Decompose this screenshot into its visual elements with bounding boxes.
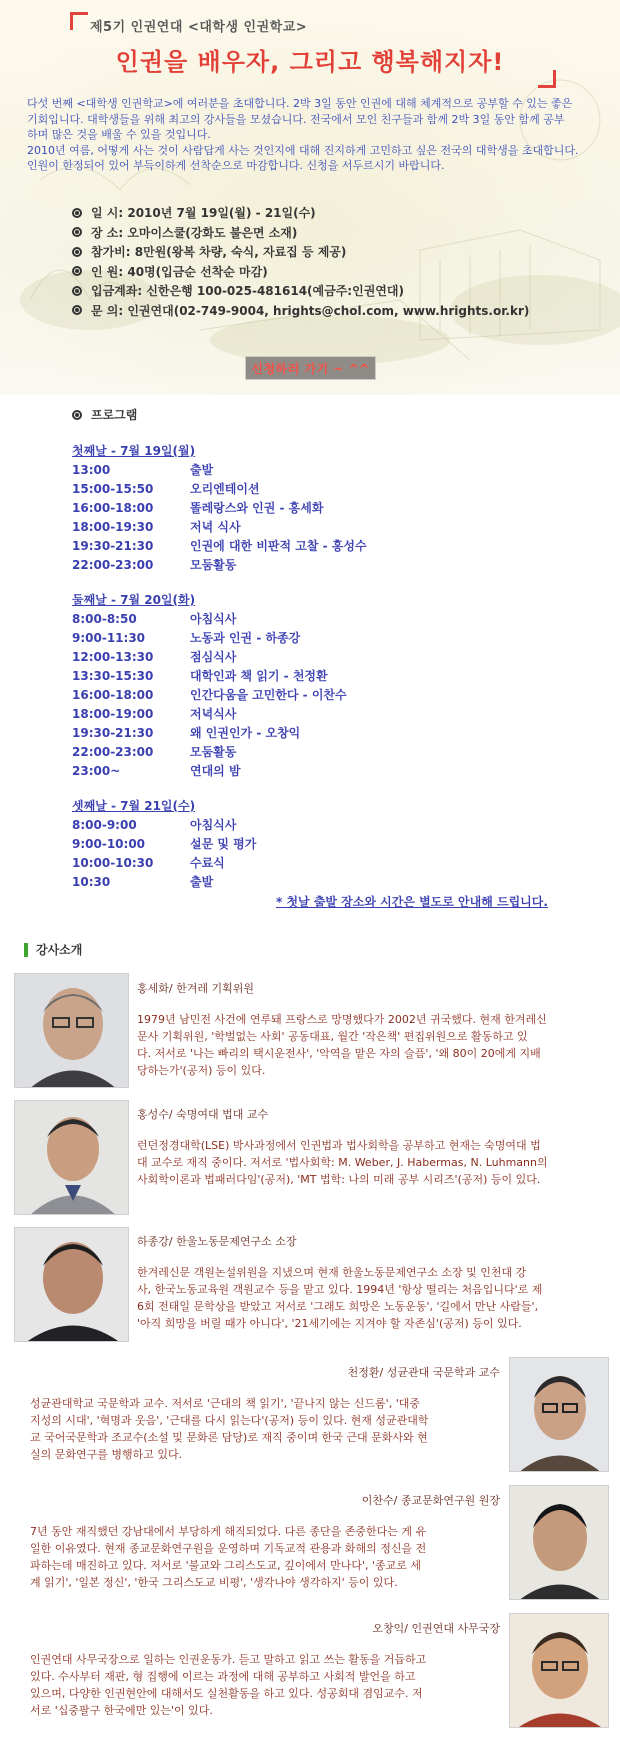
speaker-hong-seongsu (137, 1106, 597, 1188)
portrait-icon (15, 1228, 129, 1342)
info-text: 인 원: 40명(입금순 선착순 마감) (91, 264, 268, 279)
row-time: 19:30-21:30 (72, 539, 154, 553)
bio-line: 계 읽기', '일본 정신', '한국 그리스도교 비평', '생각나야 생각하지' 등이 있다. (30, 1576, 398, 1589)
intro-line: 다섯 번째 <대학생 인권학교>에 여러분을 초대합니다. 2박 3일 동안 인권에 대해 체계적으로 공부할 수 있는 좋은 (27, 97, 573, 110)
bio-line: 성균관대학교 국문학과 교수. 저서로 '근대의 책 읽기', '끝나지 않는 신드롬', '대중 (30, 1397, 420, 1410)
portrait-icon (510, 1486, 609, 1600)
schedule-row (72, 743, 572, 762)
row-time: 18:00-19:00 (72, 707, 154, 721)
day-title: 둘째날 - 7월 20일(화) (72, 593, 196, 607)
bio-line: 문사 기획위원, '학벌없는 사회' 공동대표, 월간 '작은책' 편집위원으로 활동하고 있 (137, 1030, 528, 1043)
bullet-icon (72, 410, 82, 420)
schedule-row (72, 518, 572, 537)
row-event: 점심식사 (190, 650, 237, 664)
schedule-day-3 (72, 797, 572, 892)
schedule-row (72, 648, 572, 667)
schedule-row (72, 461, 572, 480)
bio-line: 대 교수로 재직 중이다. 저서로 '법사회학: M. Weber, J. Habermas, N. Luhmann의 (137, 1156, 548, 1169)
portrait-icon (510, 1358, 609, 1472)
schedule-row (72, 667, 572, 686)
bullet-icon (72, 208, 82, 218)
speaker-photo-lee-chansu (509, 1485, 609, 1600)
program-heading (72, 406, 137, 423)
speaker-photo-hong-seongsu (14, 1100, 129, 1215)
speaker-bio (137, 1264, 597, 1332)
bullet-icon (72, 227, 82, 237)
bio-line: 사, 한국노동교육원 객원교수 등을 맡고 있다. 1994년 '항상 떨리는 처음입니다'로 제 (137, 1283, 543, 1296)
info-text: 문 의: 인권연대(02-749-9004, hrights@chol.com, www.hrights.or.kr) (91, 303, 530, 318)
speaker-photo-hong-sehwa (14, 973, 129, 1088)
schedule-row (72, 705, 572, 724)
row-event: 노동과 인권 - 하종강 (190, 631, 301, 645)
info-text: 일 시: 2010년 7월 19일(월) - 21일(수) (91, 206, 316, 221)
intro-line: 기회입니다. 대학생들을 위해 최고의 강사들을 모셨습니다. 전국에서 모인 친구들과 함께 2박 3일 동안 함께 공부 (27, 112, 565, 126)
speaker-name: 하종강/ 한울노동문제연구소 소장 (137, 1235, 297, 1248)
speaker-photo-ha-jonggang (14, 1227, 129, 1342)
schedule-row (72, 854, 572, 873)
bullet-icon (72, 266, 82, 276)
row-event: 인간다움을 고민한다 - 이찬수 (190, 688, 347, 702)
edition-title: 제5기 인권연대 <대학생 인권학교> (90, 20, 308, 35)
bullet-icon (72, 305, 82, 315)
speaker-name: 이찬수/ 종교문화연구원 원장 (361, 1494, 500, 1507)
speaker-oh-changik (30, 1620, 500, 1719)
bio-line: 교 국어국문학과 조교수(소설 및 문화론 담당)로 재직 중이며 한국 근대 문화사와 현 (30, 1431, 428, 1444)
speaker-name: 홍성수/ 숙명여대 법대 교수 (137, 1108, 269, 1121)
row-time: 22:00-23:00 (72, 558, 154, 572)
bullet-icon (72, 247, 82, 257)
intro-line: 하며 많은 것을 배울 수 있을 것입니다. (27, 128, 211, 141)
row-event: 저녁 식사 (190, 520, 241, 534)
speaker-cheon-jeonghwan (30, 1364, 500, 1463)
bio-line: '아직 희망을 버릴 때가 아니다', '21세기에는 지겨야 할 자존심'(공저) 등이 있다. (137, 1317, 522, 1330)
schedule-row (72, 873, 572, 892)
intro-line: 인원이 한정되어 있어 부득이하게 선착순으로 마감합니다. 신청을 서두르시기 바랍니다. (27, 159, 445, 172)
row-event: 아침식사 (190, 818, 237, 832)
portrait-icon (510, 1614, 609, 1728)
row-time: 10:30 (72, 875, 111, 889)
schedule-row (72, 499, 572, 518)
bio-line: 런던정경대학(LSE) 박사과정에서 인권법과 법사회학을 공부하고 현재는 숙명여대 법 (137, 1139, 541, 1152)
program-heading-text: 프로그램 (91, 408, 138, 422)
info-text: 장 소: 오마이스쿨(강화도 불은면 소재) (91, 225, 298, 240)
speaker-bio (137, 1137, 597, 1188)
hero-banner (0, 0, 620, 395)
intro-paragraph (27, 96, 597, 174)
bio-line: 당하는가'(공저) 등이 있다. (137, 1064, 266, 1077)
schedule-day-2 (72, 591, 572, 781)
schedule-row (72, 610, 572, 629)
row-time: 19:30-21:30 (72, 726, 154, 740)
info-capacity (72, 262, 582, 282)
info-date (72, 203, 582, 223)
schedule-row (72, 724, 572, 743)
info-contact (72, 301, 582, 321)
bio-line: 한겨레신문 객원논설위원을 지냈으며 현재 한울노동문제연구소 소장 및 인천대 강 (137, 1266, 527, 1279)
speaker-photo-cheon-jeonghwan (509, 1357, 609, 1472)
row-time: 23:00~ (72, 764, 121, 778)
event-info-list (72, 203, 582, 320)
bio-line: 서로 '십중팔구 한국에만 있는'이 있다. (30, 1704, 213, 1717)
speaker-lee-chansu (30, 1492, 500, 1591)
row-event: 대학인과 책 읽기 - 천정환 (190, 669, 328, 683)
schedule-row (72, 556, 572, 575)
row-event: 연대의 밤 (190, 764, 241, 778)
speakers-heading-text: 강사소개 (36, 943, 83, 957)
row-event: 왜 인권인가 - 오창익 (190, 726, 301, 740)
bio-line: 사회학이론과 법패러다임'(공저), 'MT 법학: 나의 미래 공부 시리즈'(공저) 등이 있다. (137, 1173, 541, 1186)
portrait-icon (15, 1101, 129, 1215)
section-marker-icon (24, 943, 28, 957)
bio-line: 지성의 시대', '혁명과 웃음', '근대를 다시 읽는다'(공저) 등이 있다. 현재 성균관대학 (30, 1414, 429, 1427)
bio-line: 7년 동안 재직했던 강남대에서 부당하게 해직되었다. 다른 종단을 존중한다는 게 유 (30, 1525, 427, 1538)
bio-line: 다. 저서로 '나는 빠리의 택시운전사', '악역을 맡은 자의 슬픔', '왜 80이 20에게 지배 (137, 1047, 541, 1060)
row-time: 13:00 (72, 463, 111, 477)
intro-line: 2010년 여름, 어떻게 사는 것이 사람답게 사는 것인지에 대해 진지하게 고민하고 싶은 전국의 대학생을 초대합니다. (27, 143, 579, 157)
speaker-bio (30, 1395, 500, 1463)
info-text: 입금계좌: 신한은행 100-025-481614(예금주:인권연대) (91, 284, 404, 299)
info-fee (72, 242, 582, 262)
row-event: 설문 및 평가 (190, 837, 257, 851)
row-time: 9:00-10:00 (72, 837, 146, 851)
row-event: 출발 (190, 875, 214, 889)
row-time: 8:00-8:50 (72, 612, 137, 626)
row-time: 15:00-15:50 (72, 482, 154, 496)
info-place (72, 223, 582, 243)
speaker-ha-jonggang (137, 1233, 597, 1332)
schedule-row (72, 762, 572, 781)
bio-line: 1979년 남민전 사건에 연루돼 프랑스로 망명했다가 2002년 귀국했다. 현재 한겨레신 (137, 1013, 547, 1026)
speaker-name: 천정환/ 성균관대 국문학과 교수 (347, 1366, 500, 1379)
row-event: 오리엔테이션 (190, 482, 260, 496)
row-time: 16:00-18:00 (72, 501, 154, 515)
bio-line: 실의 문화연구를 병행하고 있다. (30, 1448, 183, 1461)
schedule-row (72, 629, 572, 648)
row-event: 저녁식사 (190, 707, 237, 721)
bio-line: 파하는데 매진하고 있다. 저서로 '불교와 그리스도교, 깊이에서 만나다', '종교로 세 (30, 1559, 422, 1572)
row-time: 8:00-9:00 (72, 818, 137, 832)
row-time: 12:00-13:30 (72, 650, 154, 664)
speaker-name: 홍세화/ 한겨레 기획위원 (137, 982, 254, 995)
portrait-icon (15, 974, 129, 1088)
bullet-icon (72, 286, 82, 296)
row-event: 수료식 (190, 856, 225, 870)
row-event: 똘레랑스와 인권 - 홍세화 (190, 501, 324, 515)
bio-line: 일한 이유였다. 현재 종교문화연구원을 운영하며 기독교적 관용과 화해의 정신을 전 (30, 1542, 427, 1555)
day-title: 셋째날 - 7월 21일(수) (72, 799, 196, 813)
speaker-bio (30, 1651, 500, 1719)
row-event: 모둠활동 (190, 558, 237, 572)
program-schedule (72, 442, 572, 908)
schedule-row (72, 835, 572, 854)
bio-line: 있다. 수사부터 재판, 형 집행에 이르는 과정에 대해 공부하고 사회적 발언을 하고 (30, 1670, 416, 1683)
row-time: 16:00-18:00 (72, 688, 154, 702)
schedule-row (72, 686, 572, 705)
row-event: 모둠활동 (190, 745, 237, 759)
bio-line: 인권연대 사무국장으로 일하는 인권운동가. 듣고 말하고 읽고 쓰는 활동을 거듭하고 (30, 1653, 427, 1666)
row-time: 22:00-23:00 (72, 745, 154, 759)
schedule-day-1 (72, 442, 572, 575)
row-time: 10:00-10:30 (72, 856, 154, 870)
row-event: 아침식사 (190, 612, 237, 626)
bio-line: 있으며, 다양한 인권현안에 대해서도 실천활동을 하고 있다. 성공회대 겸임교수. 저 (30, 1687, 423, 1700)
info-text: 참가비: 8만원(왕복 차량, 숙식, 자료집 등 제공) (91, 245, 347, 260)
schedule-row (72, 537, 572, 556)
speaker-bio (30, 1523, 500, 1591)
row-time: 13:30-15:30 (72, 669, 154, 683)
row-time: 9:00-11:30 (72, 631, 146, 645)
title-bracket-left-icon (70, 12, 88, 30)
bio-line: 6회 전태일 문학상을 받았고 저서로 '그래도 희망은 노동운동', '길에서 만난 사람들', (137, 1300, 539, 1313)
speakers-heading (24, 941, 82, 958)
schedule-row (72, 816, 572, 835)
slogan-heading: 인권을 배우자, 그리고 행복해지자! (115, 48, 505, 76)
speaker-bio (137, 1011, 597, 1079)
info-account (72, 281, 582, 301)
speaker-photo-oh-changik (509, 1613, 609, 1728)
day-title: 첫째날 - 7월 19일(월) (72, 444, 196, 458)
row-event: 출발 (190, 463, 214, 477)
row-event: 인권에 대한 비판적 고찰 - 홍성수 (190, 539, 367, 553)
speaker-hong-sehwa (137, 980, 597, 1079)
departure-notice-link[interactable]: * 첫날 출발 장소와 시간은 별도로 안내해 드립니다. (276, 895, 548, 909)
schedule-row (72, 480, 572, 499)
speaker-name: 오창익/ 인권연대 사무국장 (372, 1622, 500, 1635)
row-time: 18:00-19:30 (72, 520, 154, 534)
apply-button[interactable]: 신청하러 가기 ~ ^^ (245, 356, 376, 380)
